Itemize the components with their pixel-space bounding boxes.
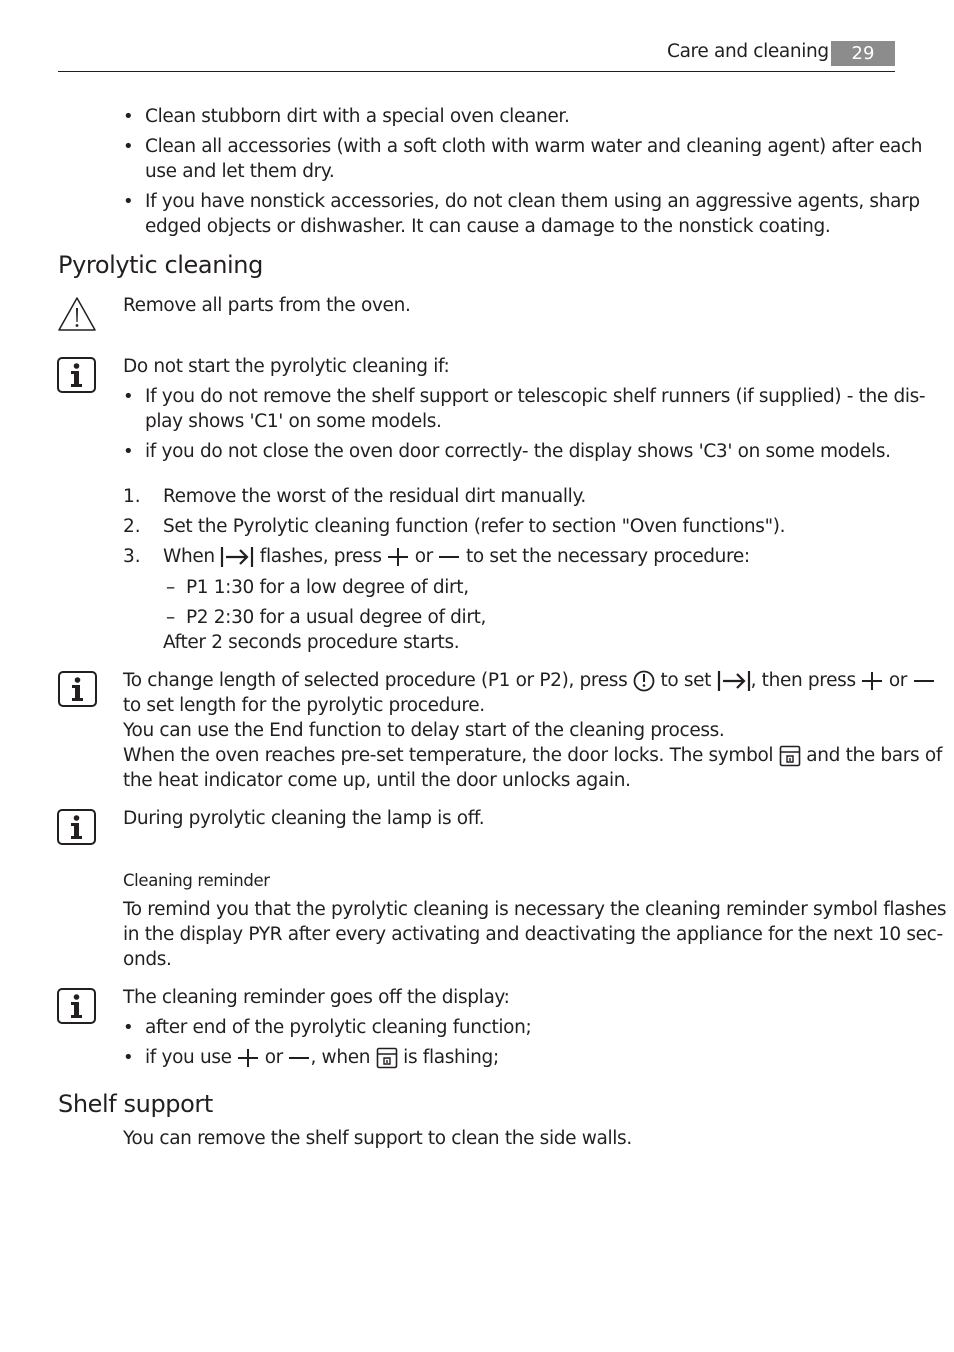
info4-text: or xyxy=(264,1047,283,1068)
info1-bullet-1: If you do not remove the shelf support or telescopic shelf runners (if supplied) - the dis- xyxy=(145,386,926,407)
bullet-dot: • xyxy=(123,191,134,212)
reminder-line-2 xyxy=(123,922,943,947)
dash: – xyxy=(166,577,176,598)
reminder-text: in the display xyxy=(123,924,243,945)
pyrolytic-heading: Pyrolytic cleaning xyxy=(58,251,263,279)
info4-title: The cleaning reminder goes off the display: xyxy=(123,987,510,1008)
after-text: After 2 seconds procedure starts. xyxy=(163,632,460,653)
info2-text: and the bars of xyxy=(806,745,942,766)
info2-text: to set xyxy=(660,670,712,691)
plus-icon xyxy=(861,671,883,691)
reminder-subheading: Cleaning reminder xyxy=(123,871,270,890)
info2-text: When the oven reaches pre-set temperature, the door locks. The symbol xyxy=(123,745,774,766)
info2-p1: P1 xyxy=(487,670,511,691)
end-arrow-icon xyxy=(717,670,751,692)
bullet-dot: • xyxy=(123,136,134,157)
info2-text: To change length of selected procedure ( xyxy=(123,670,488,691)
info4-bullet-1: after end of the pyrolytic cleaning function; xyxy=(145,1017,532,1038)
option-p1-text: 1:30 for a low degree of dirt, xyxy=(213,577,469,598)
option-p1 xyxy=(186,575,469,600)
bullet-dot: • xyxy=(123,1047,134,1068)
shelf-heading: Shelf support xyxy=(58,1090,213,1118)
bullet-dot: • xyxy=(123,441,134,462)
info2-line-5: the heat indicator come up, until the door unlocks again. xyxy=(123,770,631,791)
info2-text: ), press xyxy=(561,670,628,691)
end-arrow-icon xyxy=(220,546,254,568)
info-icon xyxy=(58,671,97,707)
info2-p2: P2 xyxy=(539,670,562,691)
bullet-dot: • xyxy=(123,1017,134,1038)
intro-bullet-3-cont: edged objects or dishwasher. It can cause a damage to the nonstick coating. xyxy=(145,216,831,237)
info3-text: During pyrolytic cleaning the lamp is off. xyxy=(123,808,485,829)
minus-icon xyxy=(913,671,935,691)
option-p1-code: P1 xyxy=(186,577,209,598)
intro-bullet-1: Clean stubborn dirt with a special oven cleaner. xyxy=(145,106,570,127)
warning-text: Remove all parts from the oven. xyxy=(123,295,411,316)
info2-line-3: You can use the End function to delay start of the cleaning process. xyxy=(123,720,725,741)
info-icon xyxy=(57,809,96,845)
info2-text: or xyxy=(888,670,908,691)
door-lock-icon xyxy=(376,1047,398,1069)
reminder-text: after every activating and deactivating the appliance for the next 10 sec- xyxy=(287,924,943,945)
step-1-text: Remove the worst of the residual dirt manually. xyxy=(163,486,586,507)
minus-icon xyxy=(288,1048,310,1068)
step-3-line xyxy=(163,544,750,569)
info1-title: Do not start the pyrolytic cleaning if: xyxy=(123,356,450,377)
plus-icon xyxy=(237,1048,259,1068)
intro-bullet-3: If you have nonstick accessories, do not clean them using an aggressive agents, sharp xyxy=(145,191,920,212)
dash: – xyxy=(166,607,176,628)
warning-triangle-icon xyxy=(57,296,97,332)
clock-icon xyxy=(633,670,655,692)
step-2-text: Set the Pyrolytic cleaning function (refer to section "Oven functions"). xyxy=(163,516,786,537)
step-number: 1. xyxy=(123,486,141,507)
option-p2 xyxy=(186,605,486,630)
intro-bullet-2: Clean all accessories (with a soft cloth with warm water and cleaning agent) after each xyxy=(145,136,923,157)
info2-line-2: to set length for the pyrolytic procedure. xyxy=(123,695,485,716)
info1-bullet-2: if you do not close the oven door correctly- the display shows 'C3' on some models. xyxy=(145,441,891,462)
step-3-mid2: or xyxy=(414,546,433,567)
step-3-mid1: flashes, press xyxy=(259,546,382,567)
bullet-dot: • xyxy=(123,106,134,127)
info-icon xyxy=(57,357,96,393)
info2-text: , then press xyxy=(750,670,856,691)
bullet-dot: • xyxy=(123,386,134,407)
reminder-code: PYR xyxy=(248,924,283,945)
step-number: 3. xyxy=(123,546,141,567)
step-3-post: to set the necessary procedure: xyxy=(466,546,750,567)
step-number: 2. xyxy=(123,516,141,537)
info1-bullet-1-cont: play shows 'C1' on some models. xyxy=(145,411,442,432)
option-p2-text: 2:30 for a usual degree of dirt, xyxy=(213,607,487,628)
info2-line-4 xyxy=(123,743,942,768)
info4-text: if you use xyxy=(145,1047,232,1068)
reminder-line-3: onds. xyxy=(123,949,172,970)
info-icon xyxy=(57,988,96,1024)
intro-bullet-2-cont: use and let them dry. xyxy=(145,161,335,182)
step-3-pre: When xyxy=(163,546,215,567)
page-number: 29 xyxy=(831,41,895,66)
info4-text: , when xyxy=(310,1047,371,1068)
header-section-title: Care and cleaning xyxy=(667,41,829,62)
info4-bullet-2 xyxy=(145,1045,499,1070)
minus-icon xyxy=(438,547,460,567)
info2-or: or xyxy=(515,670,534,691)
shelf-text: You can remove the shelf support to clean the side walls. xyxy=(123,1128,632,1149)
header-rule xyxy=(58,71,895,72)
plus-icon xyxy=(387,547,409,567)
option-p2-code: P2 xyxy=(186,607,209,628)
door-lock-icon xyxy=(779,745,801,767)
reminder-line-1: To remind you that the pyrolytic cleaning is necessary the cleaning reminder symbol flashes xyxy=(123,899,947,920)
info2-line-1 xyxy=(123,668,935,693)
info4-text: is flashing; xyxy=(403,1047,499,1068)
